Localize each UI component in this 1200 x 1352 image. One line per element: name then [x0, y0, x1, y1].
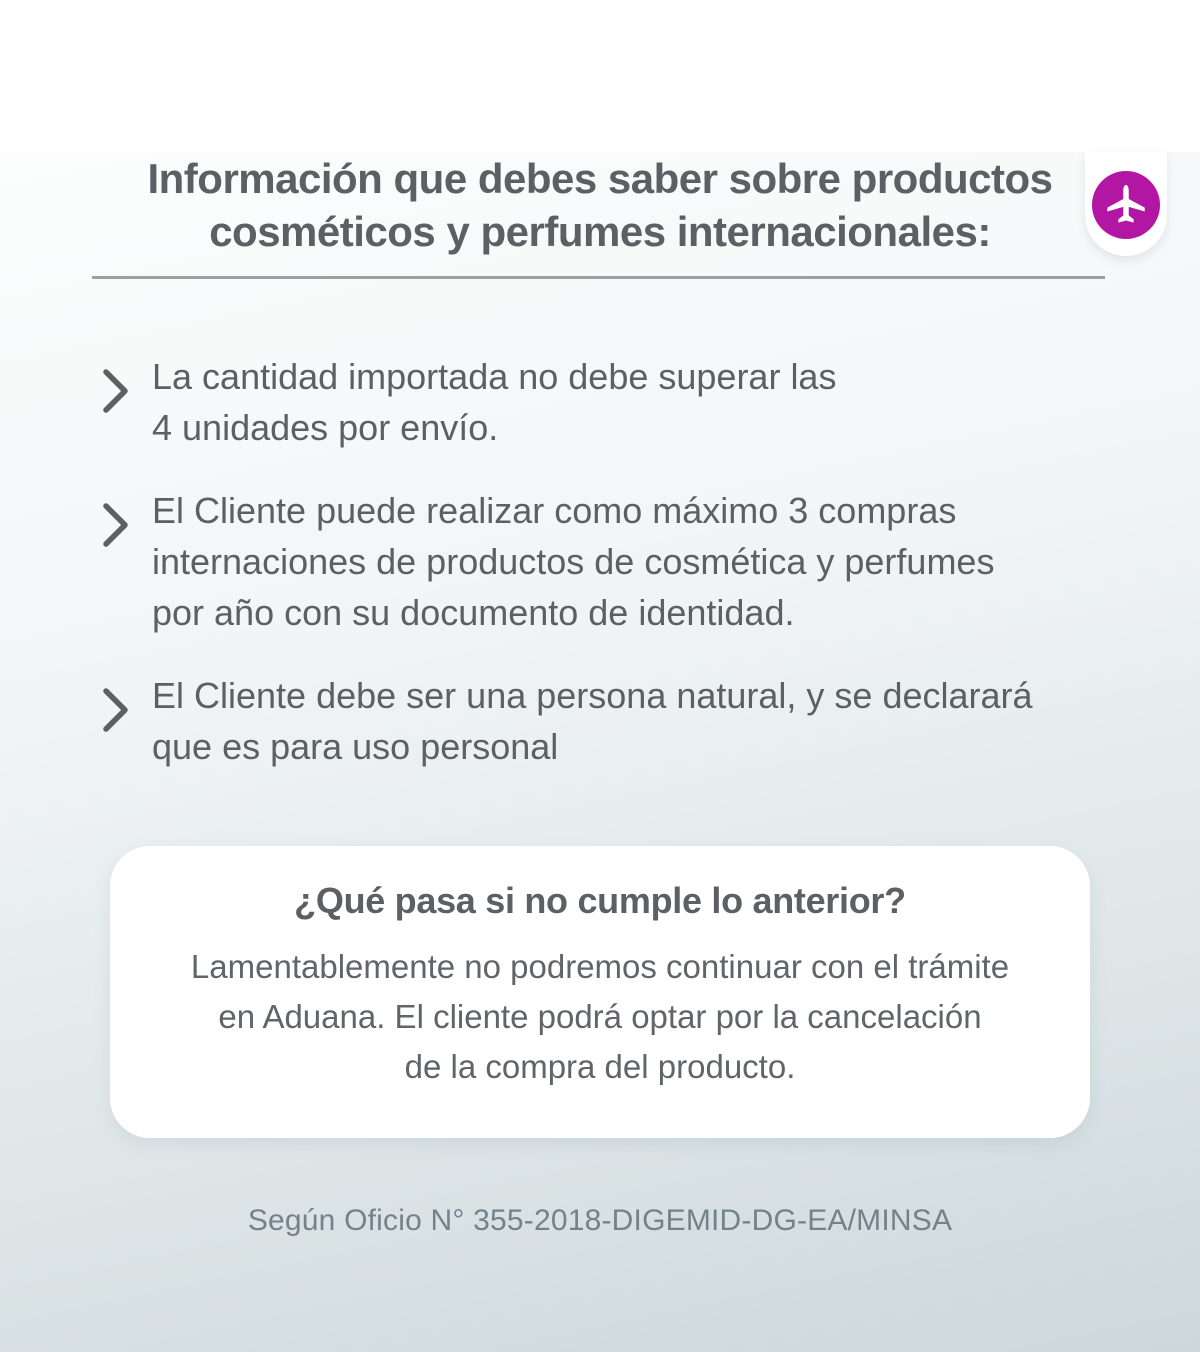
- text-line: en Aduana. El cliente podrá optar por la cancelación: [218, 998, 982, 1035]
- text-line: 4 unidades por envío.: [152, 407, 499, 448]
- list-item: [100, 670, 1110, 772]
- legal-reference: Según Oficio N° 355-2018-DIGEMID-DG-EA/MINSA: [247, 1204, 953, 1237]
- infographic-page: [0, 152, 1200, 1352]
- list-item: [100, 485, 1110, 638]
- text-line: El Cliente puede realizar como máximo 3 compras: [152, 490, 957, 531]
- page-title-line-2: cosméticos y perfumes internacionales:: [209, 208, 991, 255]
- chevron-right-icon: [100, 367, 132, 415]
- warning-card: [110, 846, 1090, 1138]
- card-title: ¿Qué pasa si no cumple lo anterior?: [294, 880, 906, 921]
- page-title-line-1: Información que debes saber sobre productos: [147, 155, 1053, 202]
- airplane-badge: [1092, 171, 1160, 239]
- bullet-text: [152, 485, 994, 638]
- text-line: La cantidad importada no debe superar las: [152, 356, 837, 397]
- text-line: Lamentablemente no podremos continuar con el trámite: [190, 948, 1010, 985]
- bullet-text: [152, 351, 836, 453]
- bullet-list: [100, 351, 1110, 772]
- brand-ribbon: [1085, 152, 1167, 256]
- list-item: [100, 351, 1110, 453]
- airplane-icon: [1103, 182, 1149, 228]
- chevron-right-icon: [100, 686, 132, 734]
- text-line: por año con su documento de identidad.: [152, 592, 795, 633]
- text-line: que es para uso personal: [152, 726, 559, 767]
- text-line: de la compra del producto.: [404, 1048, 796, 1085]
- title-divider: [92, 276, 1105, 279]
- card-body: [140, 942, 1060, 1092]
- text-line: El Cliente debe ser una persona natural, y se declarará: [152, 675, 1033, 716]
- chevron-right-icon: [100, 501, 132, 549]
- page-title: [60, 152, 1140, 258]
- text-line: internaciones de productos de cosmética y perfumes: [152, 541, 995, 582]
- bullet-text: [152, 670, 1033, 772]
